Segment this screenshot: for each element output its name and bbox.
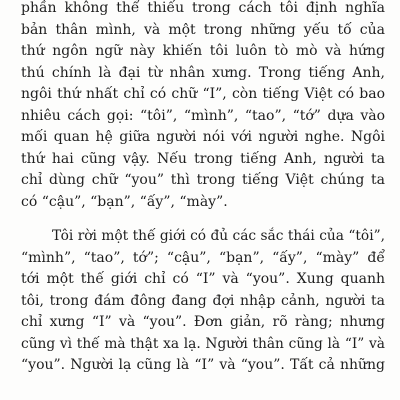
text-line: ngôi thứ nhất chỉ có chữ “I”, còn tiếng Việt có bao — [21, 86, 385, 102]
text-line: “you”. Người lạ cũng là “I” và “you”. Tất cả những — [21, 357, 385, 373]
text-line: có “cậu”, “bạn”, “ấy”, “mày”. — [21, 193, 228, 210]
paragraph-2 — [21, 226, 385, 377]
text-line: tôi, trong đám đông đang đợi nhập cảnh, người ta — [21, 292, 385, 309]
text-line: thứ hai cũng vậy. Nếu trong tiếng Anh, người ta — [21, 150, 385, 167]
text-line: mối quan hệ giữa người nói với người nghe. Ngôi — [21, 129, 385, 145]
text-line: phần không thể thiếu trong cách tôi định nghĩa — [21, 0, 385, 16]
text-line: thú chính là đại từ nhân xưng. Trong tiếng Anh, — [21, 64, 385, 81]
paragraph-gap — [21, 213, 385, 226]
text-line: Tôi rời một thế giới có đủ các sắc thái của “tôi”, — [52, 228, 385, 244]
paragraph-1 — [21, 0, 385, 213]
text-line: bản thân mình, và một trong những yếu tố của — [21, 21, 385, 38]
text-line: tới một thế giới chỉ có “I” và “you”. Xung quanh — [21, 271, 385, 287]
text-line: cũng vì thế mà thật xa lạ. Người thân cũng là “I” và — [21, 335, 385, 352]
text-line: thứ ngôn ngữ này khiến tôi luôn tò mò và hứng — [21, 43, 385, 59]
text-line: “mình”, “tao”, tớ”; “cậu”, “bạn”, “ấy”, “mày” để — [21, 249, 385, 266]
text-line: chỉ xưng “I” và “you”. Đơn giản, rõ ràng; nhưng — [21, 314, 385, 330]
text-line: nhiêu cách gọi: “tôi”, “mình”, “tao”, “tớ” dựa vào — [21, 107, 385, 124]
text-line: chỉ dùng chữ “you” thì trong tiếng Việt chúng ta — [21, 172, 385, 188]
text-column — [21, 0, 385, 377]
